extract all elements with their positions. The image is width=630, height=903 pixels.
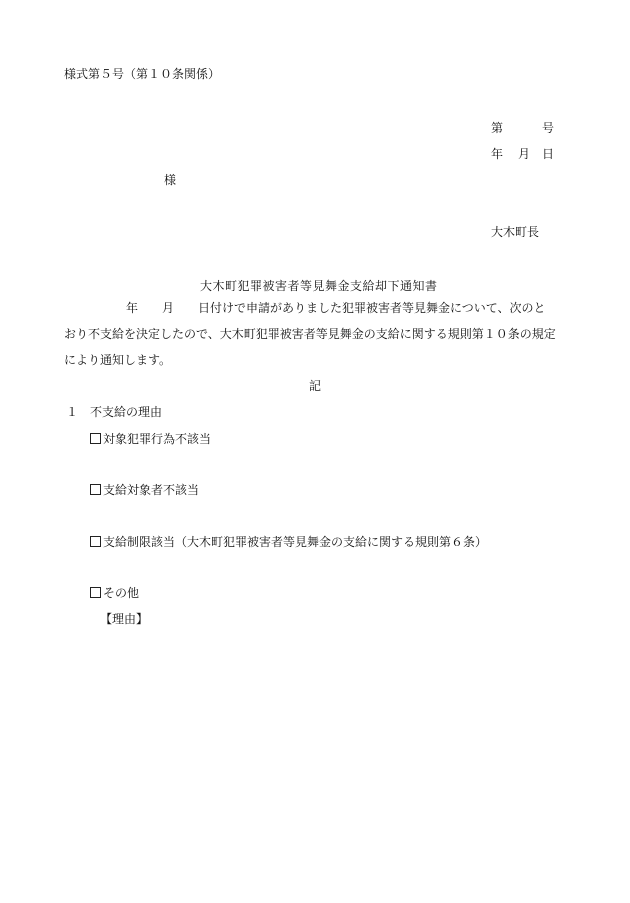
checkbox-icon: [90, 536, 101, 547]
section-number: １: [66, 405, 79, 419]
checkbox-icon: [90, 587, 101, 598]
option-4: [90, 585, 139, 601]
document-title: 大木町犯罪被害者等見舞金支給却下通知書: [200, 279, 438, 293]
date-year: 年: [491, 147, 504, 161]
number-go: 号: [542, 121, 555, 135]
option-1-label: 対象犯罪行為不該当: [103, 432, 212, 446]
option-4-label: その他: [103, 586, 140, 600]
ki-heading: 記: [309, 379, 322, 393]
option-2-label: 支給対象者不該当: [103, 483, 200, 497]
option-1: [90, 431, 211, 447]
body-line-2: おり不支給を決定したので、大木町犯罪被害者等見舞金の支給に関する規則第１０条の規定: [64, 327, 556, 341]
checkbox-icon: [90, 433, 101, 444]
addressee-honorific: 様: [164, 173, 177, 187]
body-line-3: により通知します。: [64, 353, 172, 367]
option-3-label: 支給制限該当（大木町犯罪被害者等見舞金の支給に関する規則第６条）: [103, 535, 488, 549]
body-text: [64, 295, 582, 373]
number-dai: 第: [491, 121, 504, 135]
date-month: 月: [518, 147, 531, 161]
issuer: 大木町長: [491, 225, 540, 239]
option-3: [90, 534, 487, 550]
body-line-1: 年 月 日付けで申請がありました犯罪被害者等見舞金について、次のと: [126, 301, 546, 315]
date-day: 日: [542, 147, 555, 161]
checkbox-icon: [90, 484, 101, 495]
option-2: [90, 482, 199, 498]
reason-label: 【理由】: [100, 612, 149, 626]
section-label: 不支給の理由: [90, 405, 163, 419]
form-header: 様式第５号（第１０条関係）: [64, 67, 221, 81]
